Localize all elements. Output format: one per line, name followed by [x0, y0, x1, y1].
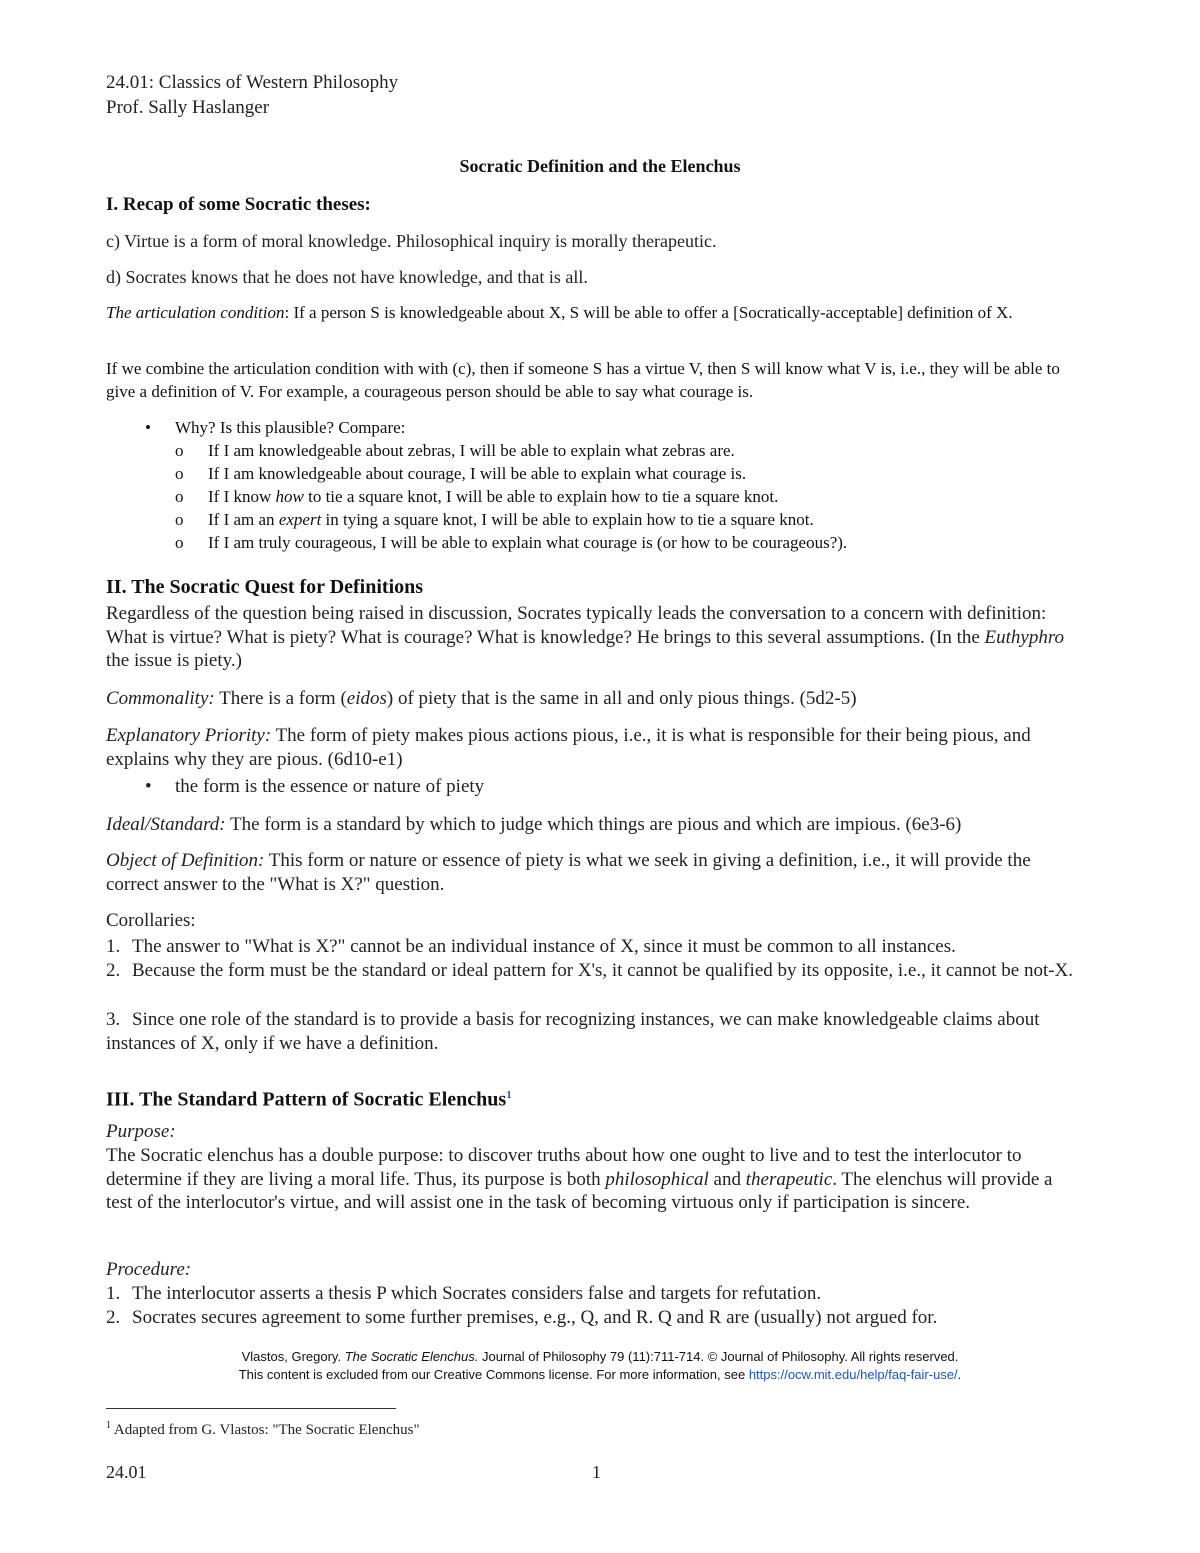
procedure-label-text: Procedure: — [106, 1259, 192, 1280]
sub-bullet-mark: o — [175, 487, 184, 506]
purpose-text: . The elenchus will provide a test of the interlocutor's virtue, and will assist one in the task of becoming virtuous only if participation is sincere. — [106, 1168, 1053, 1213]
sub-bullet-mark: o — [175, 464, 184, 483]
footnote — [106, 1420, 420, 1439]
emphasis: Euthyphro — [984, 626, 1065, 648]
footnote-mark: 1 — [106, 1420, 111, 1431]
purpose-paragraph — [106, 1144, 1081, 1215]
list-item — [106, 959, 1081, 983]
list-number: 1. — [106, 936, 121, 957]
list-item-text: If I know — [208, 487, 276, 506]
articulation-label: The articulation condition — [106, 303, 285, 322]
professor-name: Prof. Sally Haslanger — [106, 97, 270, 118]
procedure-label — [106, 1258, 1081, 1282]
list-number: 1. — [106, 1283, 121, 1304]
ideal-standard-assumption — [106, 813, 1081, 837]
section-3-heading — [106, 1083, 512, 1112]
copyright-credit-line-1 — [0, 1348, 1200, 1366]
list-item-text: The answer to "What is X?" cannot be an individual instance of X, since it must be common to all instances. — [132, 936, 956, 957]
list-item — [175, 531, 847, 554]
page-title: Socratic Definition and the Elenchus — [459, 156, 741, 176]
list-item-text: Since one role of the standard is to provide a basis for recognizing instances, we can make knowledgeable claims about instances of X, only if we have a definition. — [106, 1009, 1040, 1054]
bullet-item — [145, 775, 484, 798]
commonality-assumption — [106, 687, 1081, 711]
copyright-credit-line-2 — [0, 1366, 1200, 1384]
credit-text: Journal of Philosophy 79 (11):711-714. © Journal of Philosophy. All rights reserved. — [478, 1349, 959, 1364]
list-item — [106, 935, 1081, 959]
list-item — [175, 508, 814, 531]
list-number: 2. — [106, 960, 121, 981]
assumption-text: There is a form ( — [214, 688, 347, 709]
purpose-text: The Socratic elenchus has a double purpose: to discover truths about how one ought to live and to test the interlocutor to determine if they are living a moral life. Thus, its purpose is both — [106, 1145, 1022, 1190]
page-number: 1 — [592, 1462, 601, 1482]
list-item — [106, 1306, 1081, 1330]
emphasis: eidos — [346, 688, 387, 709]
intro-text: the issue is piety.) — [106, 650, 242, 671]
list-item-text: to tie a square knot, I will be able to explain how to tie a square knot. — [303, 487, 779, 506]
course-title: 24.01: Classics of Western Philosophy — [106, 72, 399, 93]
credit-text: This content is excluded from our Creative Commons license. For more information, see — [238, 1367, 749, 1382]
assumption-label: Ideal/Standard: — [106, 814, 226, 835]
emphasis: how — [275, 487, 304, 506]
credit-text: Vlastos, Gregory. — [241, 1349, 345, 1364]
assumption-text: This form or nature or essence of piety is what we seek in giving a definition, i.e., it will provide the correct answer to the "What is X?" question. — [106, 850, 1031, 895]
sub-bullet-mark: o — [175, 533, 184, 552]
thesis-d: d) Socrates knows that he does not have knowledge, and that is all. — [106, 267, 588, 287]
list-item — [106, 1282, 1081, 1306]
bullet-text: the form is the essence or nature of piety — [175, 776, 485, 797]
credit-text: . — [957, 1367, 962, 1382]
bullet-text: Why? Is this plausible? Compare: — [175, 418, 406, 437]
list-item-text: If I am an — [208, 510, 279, 529]
section-3-heading-text: III. The Standard Pattern of Socratic Elenchus — [106, 1088, 507, 1111]
footnote-text: Adapted from G. Vlastos: "The Socratic Elenchus" — [111, 1422, 420, 1438]
list-item — [175, 485, 778, 508]
list-item-text: Socrates secures agreement to some further premises, e.g., Q, and R. Q and R are (usually) not argued for. — [132, 1307, 938, 1328]
emphasis: expert — [278, 510, 322, 529]
articulation-condition — [106, 301, 1066, 324]
emphasis: The Socratic Elenchus. — [344, 1349, 479, 1364]
list-item-text: in tying a square knot, I will be able to explain how to tie a square knot. — [321, 510, 814, 529]
object-of-definition-assumption — [106, 849, 1081, 896]
sub-bullet-mark: o — [175, 441, 184, 460]
explanatory-priority-assumption — [106, 724, 1081, 771]
list-item-text: If I am knowledgeable about zebras, I will be able to explain what zebras are. — [208, 441, 735, 460]
combine-paragraph: If we combine the articulation condition with with (c), then if someone S has a virtue V, then S will know what V is, i.e., they will be able to give a definition of V. For example, a courageous person should be able to say what courage is. — [106, 359, 1060, 401]
assumption-label: Explanatory Priority: — [106, 725, 272, 746]
list-item — [175, 462, 746, 485]
bullet-mark: • — [145, 776, 152, 797]
assumption-text: The form is a standard by which to judge which things are pious and which are impious. (6e3-6) — [225, 814, 962, 835]
purpose-label — [106, 1120, 1081, 1144]
list-item — [175, 439, 735, 462]
purpose-text: and — [708, 1168, 746, 1190]
bullet-mark: • — [145, 418, 151, 437]
list-number: 3. — [106, 1009, 121, 1030]
list-number: 2. — [106, 1307, 121, 1328]
sub-bullet-mark: o — [175, 510, 184, 529]
list-item-text: Because the form must be the standard or ideal pattern for X's, it cannot be qualified by its opposite, i.e., it cannot be not-X. — [132, 960, 1074, 981]
emphasis: therapeutic — [745, 1168, 833, 1190]
emphasis: philosophical — [605, 1168, 709, 1190]
section-1-heading: I. Recap of some Socratic theses: — [106, 194, 371, 215]
list-item-text: The interlocutor asserts a thesis P which Socrates considers false and targets for refutation. — [132, 1283, 822, 1304]
list-item — [106, 1008, 1081, 1055]
bullet-item — [145, 416, 405, 439]
assumption-text: The form of piety makes pious actions pious, i.e., it is what is responsible for their being pious, and explains why they are pious. (6d10-e1) — [106, 725, 1031, 770]
section-2-intro — [106, 602, 1081, 673]
footnote-divider — [106, 1408, 396, 1409]
list-item-text: If I am truly courageous, I will be able to explain what courage is (or how to be courageous?). — [208, 533, 848, 552]
assumption-text: ) of piety that is the same in all and only pious things. (5d2-5) — [386, 688, 857, 709]
articulation-text: : If a person S is knowledgeable about X, S will be able to offer a [Socratically-acceptable] definition of X. — [284, 303, 1013, 322]
footer-course-number: 24.01 — [106, 1462, 147, 1482]
section-2-heading: II. The Socratic Quest for Definitions — [106, 576, 424, 598]
list-item-text: If I am knowledgeable about courage, I will be able to explain what courage is. — [208, 464, 747, 483]
assumption-label: Object of Definition: — [106, 850, 265, 871]
corollaries-label: Corollaries: — [106, 910, 196, 931]
fair-use-link[interactable]: https://ocw.mit.edu/help/faq-fair-use/ — [748, 1367, 958, 1382]
assumption-label: Commonality: — [106, 688, 215, 709]
thesis-c: c) Virtue is a form of moral knowledge. Philosophical inquiry is morally therapeutic. — [106, 231, 717, 251]
intro-text: Regardless of the question being raised in discussion, Socrates typically leads the conversation to a concern with definition: What is virtue? What is piety? What is courage? What is knowledge? He brings to this several assumptions. (In the — [106, 603, 1047, 648]
footnote-link[interactable]: 1 — [506, 1089, 512, 1101]
purpose-label-text: Purpose: — [106, 1121, 176, 1142]
